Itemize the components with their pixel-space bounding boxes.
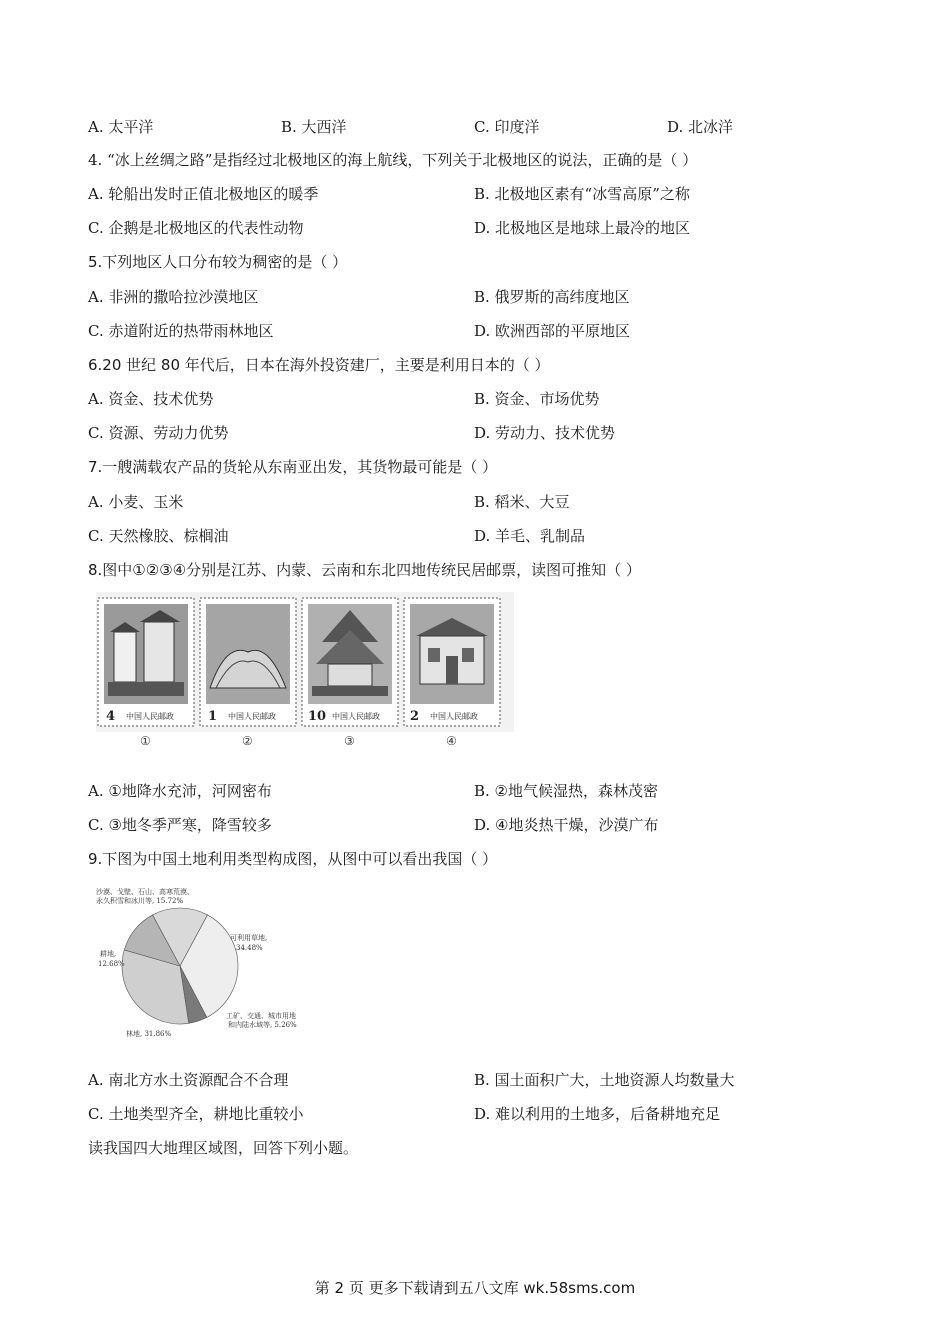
q6-option-c: C. 资源、劳动力优势 xyxy=(88,424,229,442)
page-footer: 第 2 页 更多下载请到五八文库 wk.58sms.com xyxy=(314,1279,636,1297)
label-farmland-1: 耕地, xyxy=(100,950,117,958)
q4-option-b: B. 北极地区素有“冰雪高原”之称 xyxy=(474,185,690,203)
stamp-4-label: 中国人民邮政 xyxy=(430,712,478,721)
stamp-2-value: 1 xyxy=(208,709,218,724)
section-intro: 读我国四大地理区域图，回答下列小题。 xyxy=(88,1139,359,1157)
stamp-2-number: ② xyxy=(242,734,253,748)
q9-stem: 9.下图为中国土地利用类型构成图，从图中可以看出我国（ ） xyxy=(88,850,498,868)
stamp-4-number: ④ xyxy=(446,734,457,748)
q9-option-d: D. 难以利用的土地多，后备耕地充足 xyxy=(474,1105,721,1123)
stamp-1-label: 中国人民邮政 xyxy=(126,712,174,721)
label-desert-1: 沙漠、戈壁、石山、高寒荒漠、 xyxy=(96,888,194,896)
q6-option-a: A. 资金、技术优势 xyxy=(88,390,214,408)
q3-option-a: A. 太平洋 xyxy=(88,118,154,136)
stamp-1-number: ① xyxy=(140,734,151,748)
label-built-2: 和内陆水域等, 5.26% xyxy=(228,1021,297,1029)
stamp-3-label: 中国人民邮政 xyxy=(332,712,380,721)
stamps-figure xyxy=(96,592,514,750)
q9-option-c: C. 土地类型齐全，耕地比重较小 xyxy=(88,1105,304,1123)
q4-option-a: A. 轮船出发时正值北极地区的暖季 xyxy=(88,185,319,203)
q4-option-c: C. 企鹅是北极地区的代表性动物 xyxy=(88,219,304,237)
label-grassland-2: 34.48% xyxy=(236,944,263,952)
q8-option-a: A. ①地降水充沛，河网密布 xyxy=(88,782,272,800)
q5-option-d: D. 欧洲西部的平原地区 xyxy=(474,322,631,340)
q3-option-d: D. 北冰洋 xyxy=(667,118,734,136)
q5-option-c: C. 赤道附近的热带雨林地区 xyxy=(88,322,274,340)
q9-option-b: B. 国土面积广大，土地资源人均数量大 xyxy=(474,1071,735,1089)
land-use-pie-chart xyxy=(90,884,300,1044)
stamp-3-value: 10 xyxy=(308,709,327,724)
q8-option-d: D. ④地炎热干燥，沙漠广布 xyxy=(474,816,659,834)
q4-option-d: D. 北极地区是地球上最冷的地区 xyxy=(474,219,691,237)
label-forest: 林地, 31.86% xyxy=(126,1030,172,1038)
q6-stem: 6.20 世纪 80 年代后，日本在海外投资建厂，主要是利用日本的（ ） xyxy=(88,356,550,374)
label-desert-2: 永久积雪和冰川等, 15.72% xyxy=(96,897,184,905)
stamp-3 xyxy=(302,598,398,726)
stamp-2-label: 中国人民邮政 xyxy=(228,712,276,721)
label-built-1: 工矿、交通、城市用地 xyxy=(226,1012,296,1020)
q8-option-b: B. ②地气候湿热，森林茂密 xyxy=(474,782,659,800)
q3-option-c: C. 印度洋 xyxy=(474,118,540,136)
q7-option-b: B. 稻米、大豆 xyxy=(474,493,570,511)
q7-option-c: C. 天然橡胶、棕榈油 xyxy=(88,527,229,545)
label-grassland-1: 可利用草地, xyxy=(230,934,268,942)
q5-stem: 5.下列地区人口分布较为稠密的是（ ） xyxy=(88,253,348,271)
q8-option-c: C. ③地冬季严寒，降雪较多 xyxy=(88,816,272,834)
q8-stem: 8.图中①②③④分别是江苏、内蒙、云南和东北四地传统民居邮票，读图可推知（ ） xyxy=(88,561,641,579)
q4-stem: 4. “冰上丝绸之路”是指经过北极地区的海上航线，下列关于北极地区的说法，正确的是（ ） xyxy=(88,151,698,169)
q6-option-d: D. 劳动力、技术优势 xyxy=(474,424,616,442)
stamp-4 xyxy=(404,598,500,726)
stamp-1-value: 4 xyxy=(106,709,116,724)
pie-slices xyxy=(122,908,238,1024)
stamp-3-number: ③ xyxy=(344,734,355,748)
q6-option-b: B. 资金、市场优势 xyxy=(474,390,600,408)
stamp-4-value: 2 xyxy=(410,709,420,724)
stamp-2 xyxy=(200,598,296,726)
q7-option-d: D. 羊毛、乳制品 xyxy=(474,527,586,545)
label-farmland-2: 12.68% xyxy=(98,960,125,968)
stamp-1 xyxy=(98,598,194,726)
q7-option-a: A. 小麦、玉米 xyxy=(88,493,184,511)
q9-option-a: A. 南北方水土资源配合不合理 xyxy=(88,1071,289,1089)
q3-option-b: B. 大西洋 xyxy=(281,118,347,136)
q5-option-b: B. 俄罗斯的高纬度地区 xyxy=(474,288,630,306)
q5-option-a: A. 非洲的撒哈拉沙漠地区 xyxy=(88,288,259,306)
q7-stem: 7.一艘满载农产品的货轮从东南亚出发，其货物最可能是（ ） xyxy=(88,458,498,476)
